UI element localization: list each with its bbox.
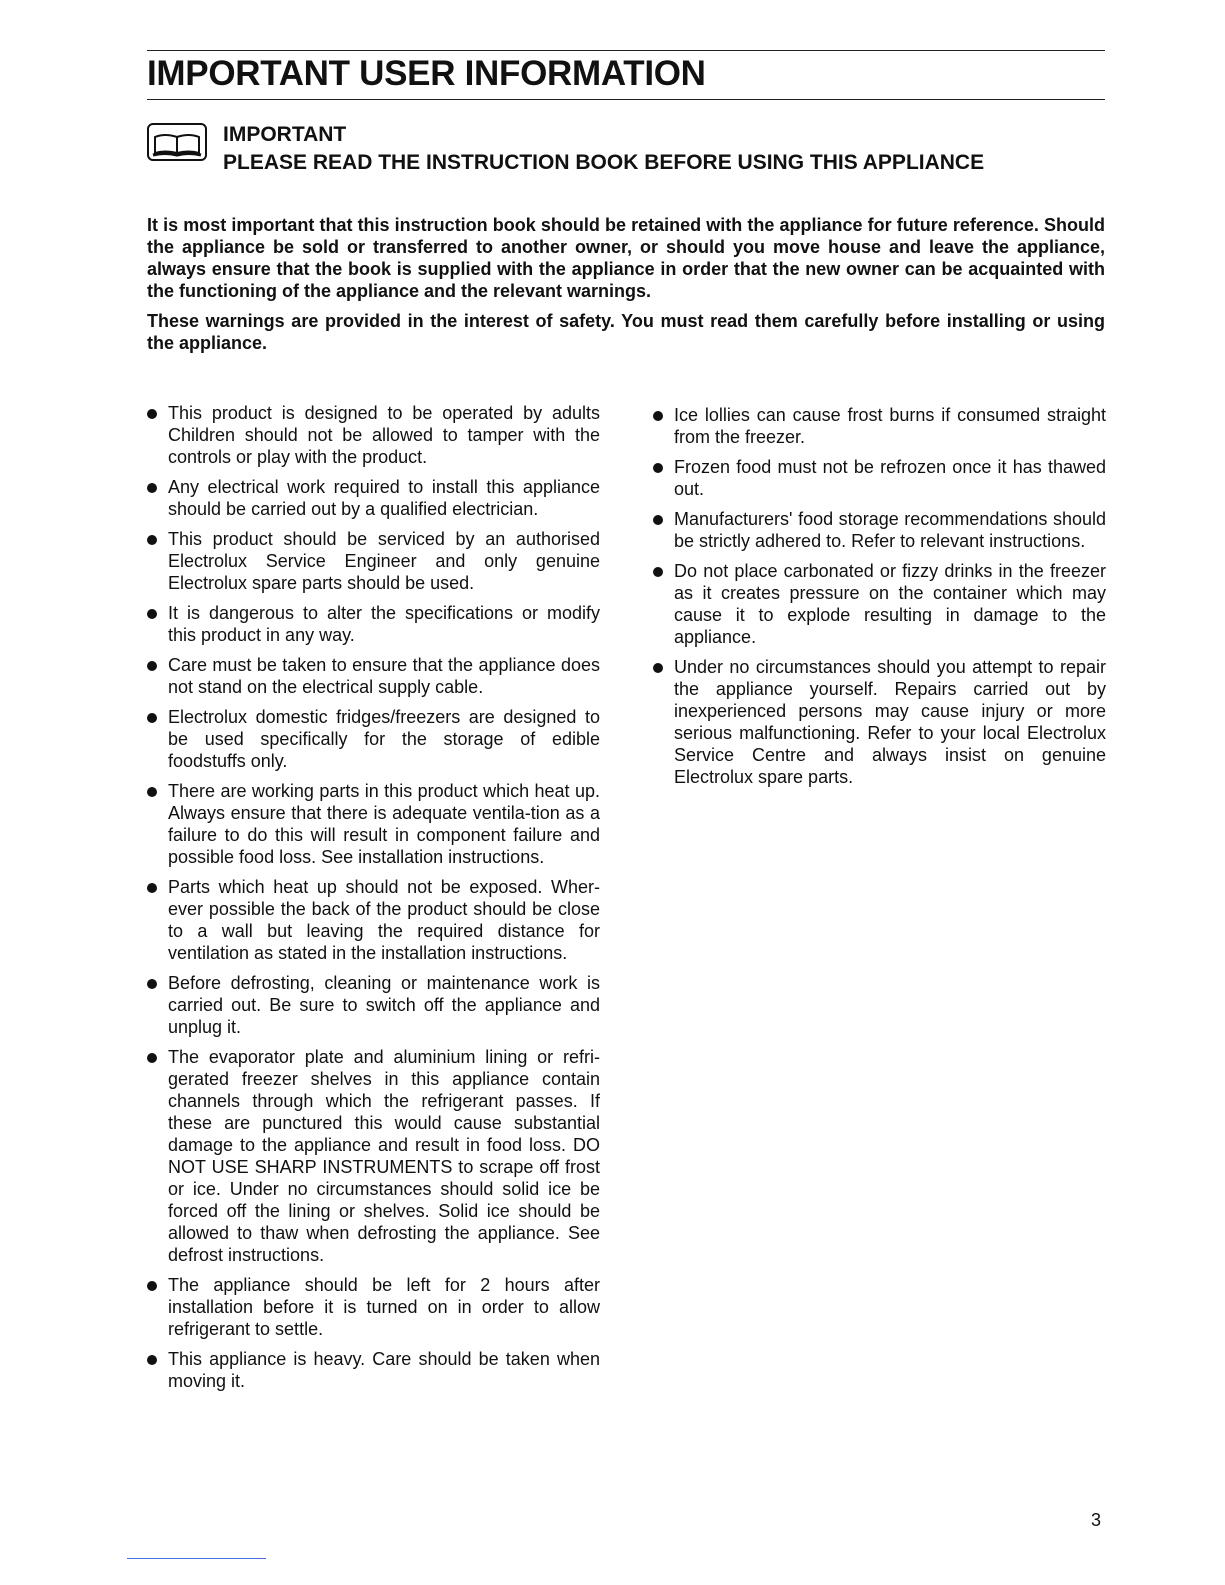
bullet-icon	[147, 483, 157, 493]
bullet-item	[147, 528, 600, 594]
bullet-icon	[147, 713, 157, 723]
bullet-icon	[147, 1281, 157, 1291]
bullet-text: Care must be taken to ensure that the appliance does not stand on the electrical supply cable.	[168, 655, 600, 697]
intro-paragraph: These warnings are provided in the interest of safety. You must read them carefully before installing or using the appliance.	[147, 311, 1105, 353]
bullet-item	[147, 1046, 600, 1266]
important-notice	[223, 121, 984, 177]
left-column	[147, 402, 600, 1400]
bullet-text: Any electrical work required to install this appliance should be carried out by a qualified electrician.	[168, 477, 600, 519]
bullet-icon	[147, 787, 157, 797]
bullet-item	[653, 456, 1106, 500]
bullet-icon	[147, 661, 157, 671]
bullet-item	[653, 508, 1106, 552]
bullet-text: It is dangerous to alter the specifications or modify this product in any way.	[168, 603, 600, 645]
bullet-icon	[653, 411, 663, 421]
bullet-icon	[147, 535, 157, 545]
link-underline	[127, 1558, 266, 1559]
bullet-item	[147, 876, 600, 964]
bullet-icon	[147, 1355, 157, 1365]
bullet-item	[147, 476, 600, 520]
bullet-icon	[147, 609, 157, 619]
bullet-text: This product should be serviced by an authorised Electrolux Service Engineer and only genuine Electrolux spare parts should be used.	[168, 529, 600, 593]
bullet-item	[147, 972, 600, 1038]
bullet-text: The appliance should be left for 2 hours after installation before it is turned on in order to allow refrigerant to settle.	[168, 1275, 600, 1339]
bullet-item	[653, 404, 1106, 448]
bullet-text: The evaporator plate and aluminium lining or refri-gerated freezer shelves in this appliance contain channels through which the refrigerant passes. If these are punctured this would cause substantial damage to the appliance and result in food loss. DO NOT USE SHARP INSTRUMENTS to scrape off frost or ice. Under no circumstances should solid ice be forced off the lining or shelves. Solid ice should be allowed to thaw when defrosting the appliance. See defrost instructions.	[168, 1047, 600, 1265]
title-rule	[147, 99, 1105, 100]
bullet-text: Electrolux domestic fridges/freezers are designed to be used specifically for the storage of edible foodstuffs only.	[168, 707, 600, 771]
open-book-icon	[147, 123, 207, 161]
intro-text	[147, 214, 1105, 362]
bullet-icon	[653, 663, 663, 673]
bullet-icon	[653, 515, 663, 525]
bullet-text: Before defrosting, cleaning or maintenance work is carried out. Be sure to switch off the appliance and unplug it.	[168, 973, 600, 1037]
notice-heading: IMPORTANT	[223, 123, 347, 146]
bullet-text: This product is designed to be operated by adults Children should not be allowed to tamper with the controls or play with the product.	[168, 403, 600, 467]
bullet-icon	[147, 979, 157, 989]
bullet-item	[147, 602, 600, 646]
bullet-item	[147, 780, 600, 868]
bullet-item	[147, 654, 600, 698]
bullet-icon	[147, 409, 157, 419]
bullet-text: Do not place carbonated or fizzy drinks in the freezer as it creates pressure on the container which may cause it to explode resulting in damage to the appliance.	[674, 561, 1106, 647]
bullet-icon	[147, 883, 157, 893]
bullet-icon	[147, 1053, 157, 1063]
bullet-icon	[653, 463, 663, 473]
page-number: 3	[1091, 1510, 1102, 1530]
notice-subheading: PLEASE READ THE INSTRUCTION BOOK BEFORE USING THIS APPLIANCE	[223, 151, 985, 174]
bullet-item	[147, 402, 600, 468]
bullet-text: There are working parts in this product which heat up. Always ensure that there is adequate ventila-tion as a failure to do this will result in component failure and possible food loss. See installation instructions.	[168, 781, 600, 867]
bullet-text: Under no circumstances should you attempt to repair the appliance yourself. Repairs carried out by inexperienced persons may cause injury or more serious malfunctioning. Refer to your local Electrolux Service Centre and always insist on genuine Electrolux spare parts.	[674, 657, 1106, 787]
bullet-text: Frozen food must not be refrozen once it has thawed out.	[674, 457, 1106, 499]
bullet-text: Ice lollies can cause frost burns if consumed straight from the freezer.	[674, 405, 1106, 447]
intro-paragraph: It is most important that this instruction book should be retained with the appliance for future reference. Should the appliance be sold or transferred to another owner, or should you move house and leave the appliance, always ensure that the book is supplied with the appliance in order that the new owner can be acquainted with the functioning of the appliance and the relevant warnings.	[147, 215, 1105, 301]
bullet-item	[147, 706, 600, 772]
right-column	[653, 404, 1106, 796]
bullet-icon	[653, 567, 663, 577]
bullet-item	[653, 656, 1106, 788]
bullet-text: Parts which heat up should not be exposed. Wher-ever possible the back of the product should be close to a wall but leaving the required distance for ventilation as stated in the installation instructions.	[168, 877, 600, 963]
bullet-item	[653, 560, 1106, 648]
bullet-text: Manufacturers' food storage recommendations should be strictly adhered to. Refer to relevant instructions.	[674, 509, 1106, 551]
bullet-item	[147, 1274, 600, 1340]
page-title: IMPORTANT USER INFORMATION	[147, 54, 706, 93]
top-rule	[147, 50, 1105, 51]
bullet-text: This appliance is heavy. Care should be taken when moving it.	[168, 1349, 600, 1391]
bullet-item	[147, 1348, 600, 1392]
